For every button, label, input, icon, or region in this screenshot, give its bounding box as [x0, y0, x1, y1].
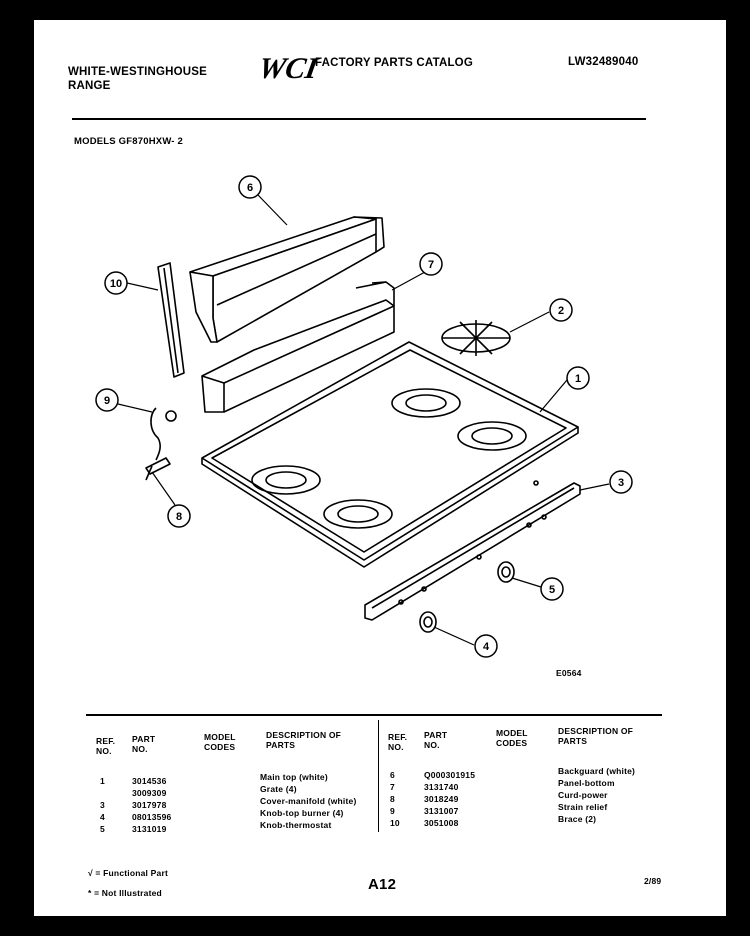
ref-cell: 10	[390, 818, 400, 828]
table-divider	[378, 720, 379, 832]
desc-cell: Backguard (white)	[558, 766, 636, 776]
ref-cell: 4	[100, 812, 105, 822]
desc-cell: Main top (white)	[260, 772, 328, 782]
catalog-page	[34, 20, 726, 916]
desc-cell: Brace (2)	[558, 814, 597, 824]
svg-text:WCI: WCI	[256, 51, 321, 85]
not-illustrated-note: * = Not Illustrated	[88, 888, 162, 898]
part-cell: 08013596	[132, 812, 172, 822]
callout-5-label: 5	[548, 584, 556, 596]
ref-cell: 5	[100, 824, 105, 834]
part-cell: 3014536	[132, 776, 167, 786]
table-top-rule	[86, 714, 662, 716]
exploded-parts-diagram	[34, 20, 726, 720]
ref-cell: 9	[390, 806, 395, 816]
models-line: MODELS GF870HXW- 2	[74, 136, 183, 147]
page-number: A12	[368, 876, 397, 893]
callout-7-label: 7	[427, 259, 435, 271]
callout-1-label: 1	[574, 373, 582, 385]
product-type: RANGE	[68, 80, 111, 92]
desc-cell: Knob-thermostat	[260, 820, 332, 830]
header-part-no: PART NO.	[132, 734, 156, 754]
header-ref-no-right: REF. NO.	[388, 732, 408, 752]
grate-part	[442, 320, 510, 356]
ref-cell: 6	[390, 770, 395, 780]
callout-3-label: 3	[617, 477, 625, 489]
brace-part	[158, 263, 184, 377]
ref-cell: 3	[100, 800, 105, 810]
header-part-no-right: PART NO.	[424, 730, 448, 750]
ref-cell: 8	[390, 794, 395, 804]
header-description: DESCRIPTION OF PARTS	[266, 730, 342, 750]
desc-cell: Knob-top burner (4)	[260, 808, 344, 818]
catalog-number: LW32489040	[568, 56, 639, 68]
desc-cell: Curd-power	[558, 790, 608, 800]
header-description-right: DESCRIPTION OF PARTS	[558, 726, 634, 746]
callout-9-label: 9	[103, 395, 111, 407]
part-cell: 3051008	[424, 818, 459, 828]
part-cell: Q000301915	[424, 770, 476, 780]
part-cell: 3131019	[132, 824, 167, 834]
callout-2-label: 2	[557, 305, 565, 317]
functional-part-note: √ = Functional Part	[88, 868, 169, 878]
brand-name: WHITE-WESTINGHOUSE	[68, 66, 208, 78]
callout-6-label: 6	[246, 182, 254, 194]
part-cell: 3017978	[132, 800, 167, 810]
ref-cell: 7	[390, 782, 395, 792]
callout-10-label: 10	[109, 278, 123, 290]
diagram-code: E0564	[556, 668, 582, 678]
part-cell: 3009309	[132, 788, 167, 798]
ref-cell: 1	[100, 776, 105, 786]
desc-cell: Grate (4)	[260, 784, 297, 794]
catalog-title: FACTORY PARTS CATALOG	[315, 57, 473, 69]
desc-cell: Strain relief	[558, 802, 608, 812]
cord-and-strain-relief	[146, 408, 176, 480]
header-model-codes-right: MODEL CODES	[496, 728, 528, 748]
revision-date: 2/89	[644, 876, 662, 886]
header-ref-no: REF. NO.	[96, 736, 116, 756]
part-cell: 3131007	[424, 806, 459, 816]
part-cell: 3131740	[424, 782, 459, 792]
desc-cell: Panel-bottom	[558, 778, 615, 788]
callout-8-label: 8	[175, 511, 183, 523]
desc-cell: Cover-manifold (white)	[260, 796, 357, 806]
part-cell: 3018249	[424, 794, 459, 804]
callout-4-label: 4	[482, 641, 490, 653]
header-model-codes: MODEL CODES	[204, 732, 236, 752]
